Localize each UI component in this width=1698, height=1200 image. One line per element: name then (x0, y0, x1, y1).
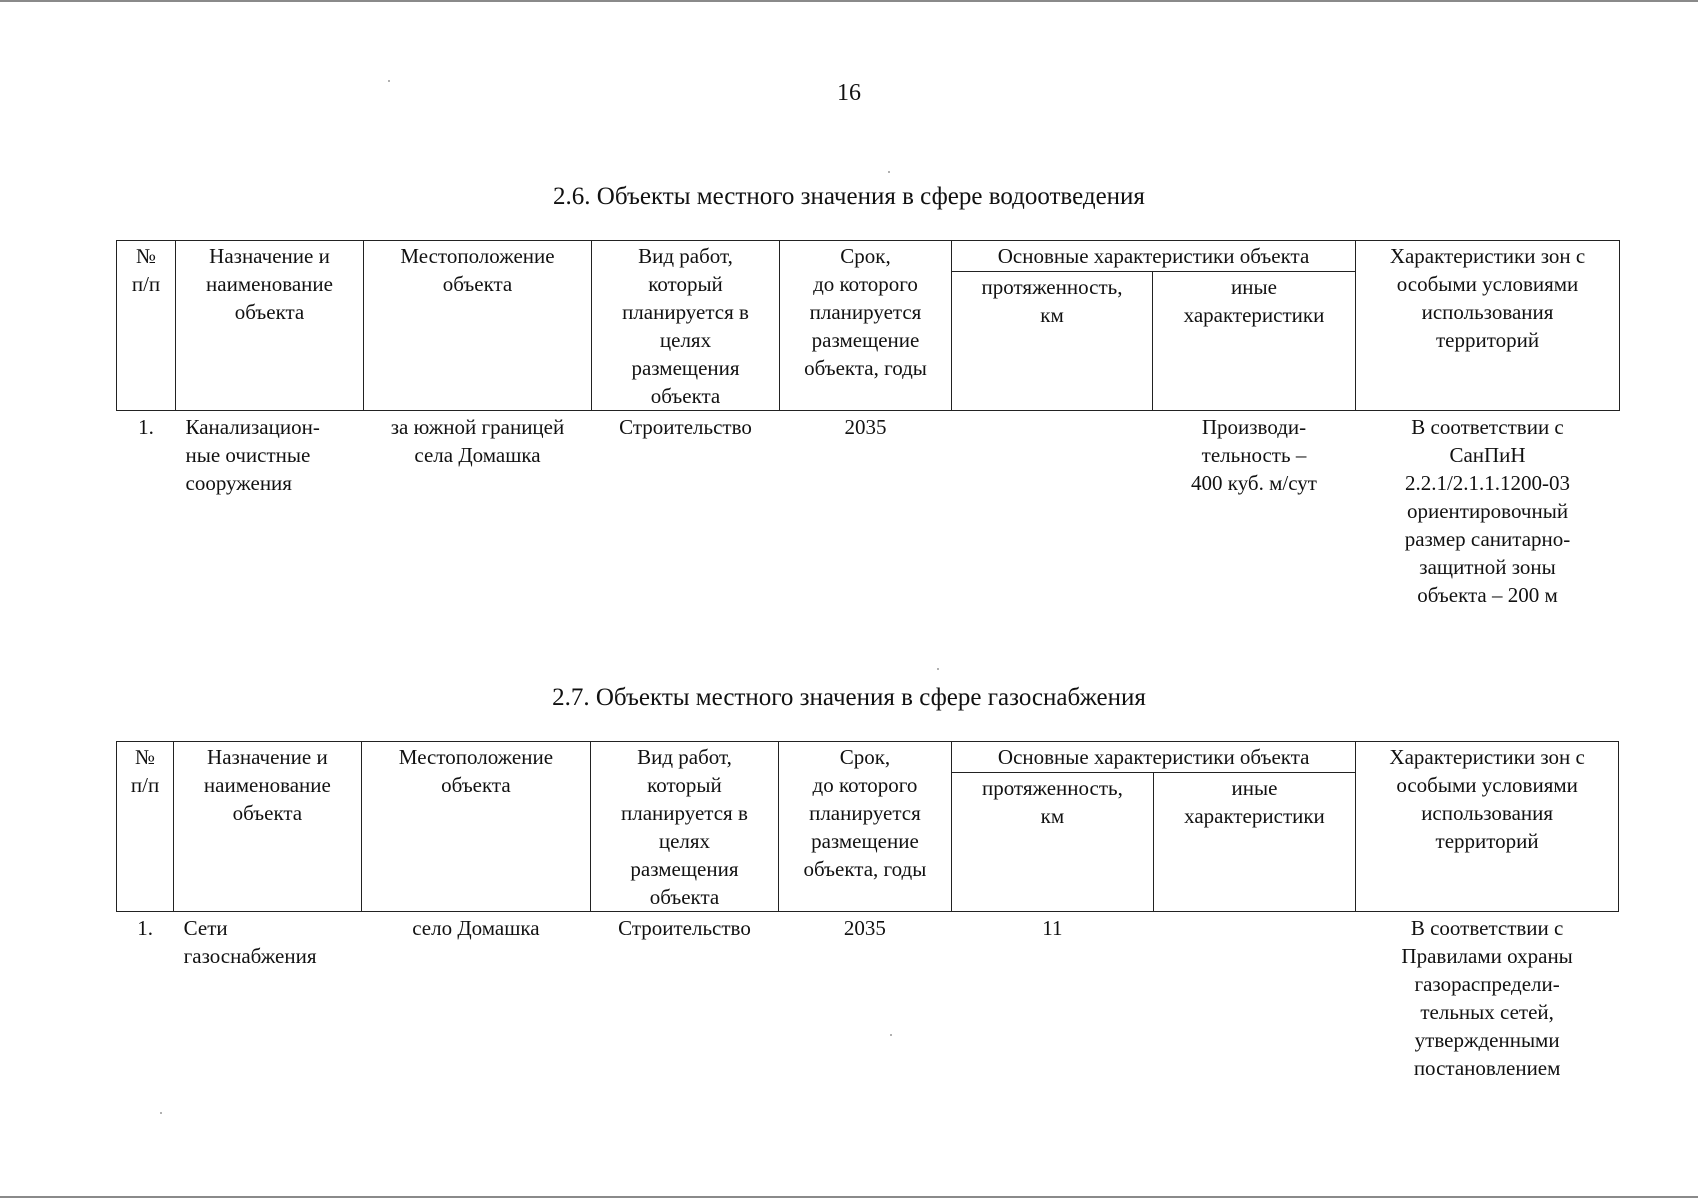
header-length: протяженность, км (952, 271, 1153, 410)
gas-supply-objects-table (116, 741, 1619, 1082)
header-length: протяженность, км (952, 772, 1154, 911)
cell-name: Сети газоснабжения (183, 916, 317, 968)
cell-zone-characteristics: В соответствии с Правилами охраны газораспредели- тельных сетей, утвержденными постановлением (1401, 916, 1573, 1080)
header-name: Назначение и наименование объекта (174, 742, 361, 912)
header-deadline: Срок, до которого планируется размещение объекта, годы (780, 241, 952, 411)
cell-zone-characteristics: В соответствии с СанПиН 2.2.1/2.1.1.1200-03 ориентировочный размер санитарно- защитной зоны объекта – 200 м (1404, 415, 1571, 607)
header-work-type: Вид работ, который планируется в целях размещения объекта (592, 241, 780, 411)
cell-other-characteristics: Производи- тельность – 400 куб. м/сут (1191, 415, 1317, 495)
cell-work-type: Строительство (618, 916, 751, 940)
header-num: № п/п (117, 742, 174, 912)
cell-deadline: 2035 (844, 415, 887, 439)
scan-edge-top (0, 0, 1698, 2)
header-location: Местоположение объекта (364, 241, 592, 411)
cell-num: 1. (138, 415, 154, 439)
header-main-characteristics: Основные характеристики объекта (952, 241, 1356, 272)
header-zone-characteristics: Характеристики зон с особыми условиями использования территорий (1356, 241, 1620, 411)
cell-other-characteristics (1153, 912, 1356, 1083)
scan-speck (160, 1112, 162, 1114)
header-zone-characteristics: Характеристики зон с особыми условиями использования территорий (1356, 742, 1619, 912)
table-row (117, 912, 1619, 1083)
scan-speck (937, 668, 939, 670)
header-other-characteristics: иные характеристики (1153, 772, 1356, 911)
cell-name: Канализацион- ные очистные сооружения (185, 415, 320, 495)
header-num: № п/п (117, 241, 176, 411)
cell-length: 11 (1042, 916, 1063, 940)
cell-deadline: 2035 (843, 916, 886, 940)
header-main-characteristics: Основные характеристики объекта (952, 742, 1356, 773)
section-title-drainage: 2.6. Объекты местного значения в сфере водоотведения (553, 183, 1145, 210)
cell-location: село Домашка (412, 916, 540, 940)
header-deadline: Срок, до которого планируется размещение объекта, годы (778, 742, 951, 912)
header-location: Местоположение объекта (361, 742, 591, 912)
cell-location: за южной границей села Домашка (390, 415, 565, 467)
scan-edge-bottom (0, 1196, 1698, 1198)
cell-length (952, 411, 1153, 610)
header-work-type: Вид работ, который планируется в целях размещения объекта (591, 742, 778, 912)
drainage-objects-table (116, 240, 1620, 609)
table-row (117, 411, 1620, 610)
section-title-gas-supply: 2.7. Объекты местного значения в сфере газоснабжения (552, 684, 1146, 711)
scan-speck (888, 171, 890, 173)
header-name: Назначение и наименование объекта (176, 241, 364, 411)
page-number: 16 (837, 80, 861, 106)
cell-work-type: Строительство (619, 415, 752, 439)
cell-num: 1. (137, 916, 153, 940)
header-other-characteristics: иные характеристики (1153, 271, 1356, 410)
